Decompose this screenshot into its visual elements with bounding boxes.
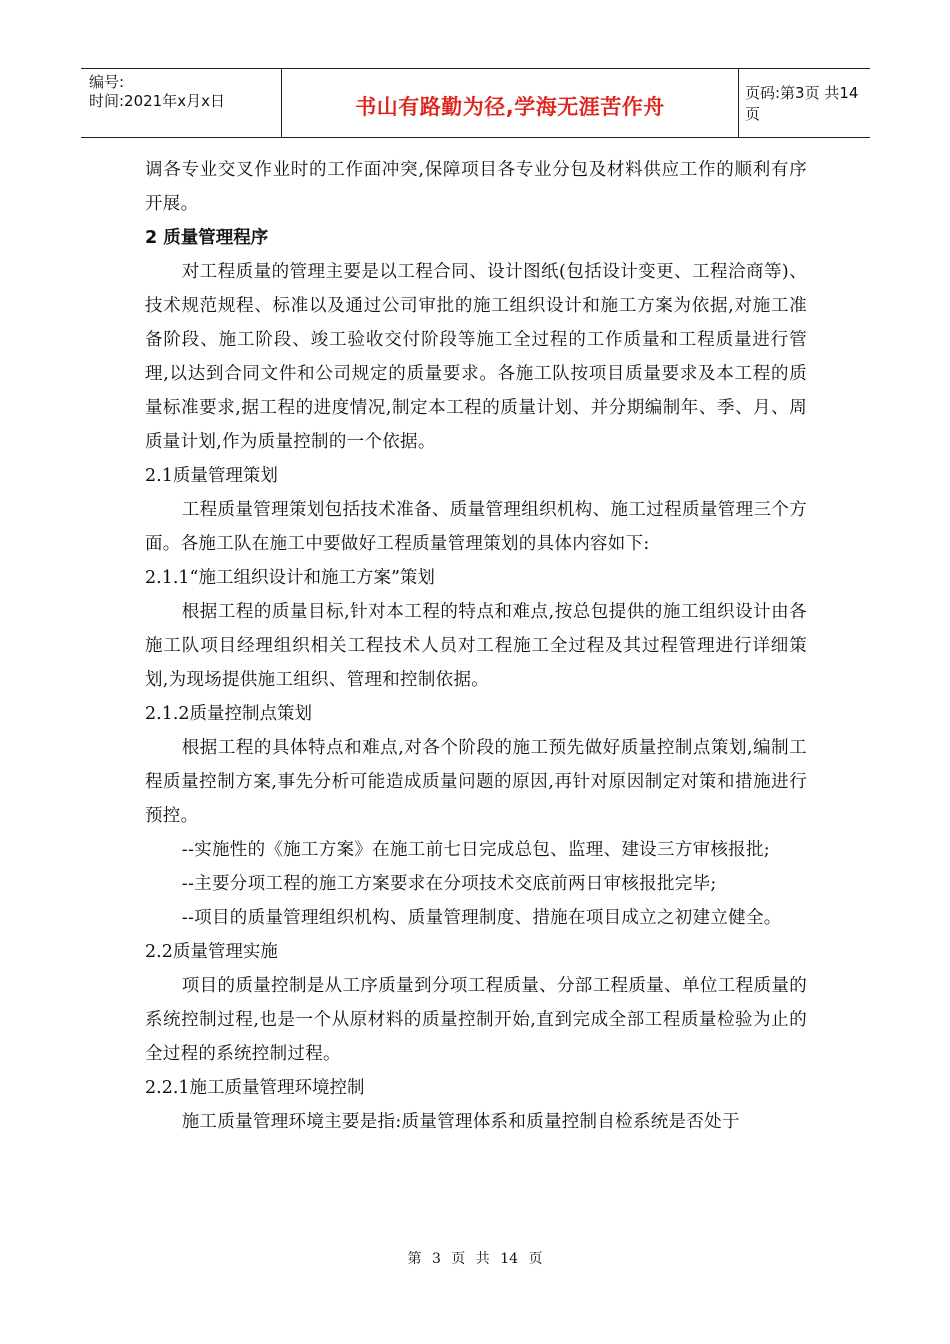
paragraph: 调各专业交叉作业时的工作面冲突,保障项目各专业分包及材料供应工作的顺利有序开展。 [145,160,807,214]
header-table [81,68,870,138]
page-info: 页码:第3页 共14页 [745,84,859,123]
paragraph: 项目的质量控制是从工序质量到分项工程质量、分部工程质量、单位工程质量的系统控制过程,也是一个从原材料的质量控制开始,直到完成全部工程质量检验为止的全过程的系统控制过程。 [145,976,807,1064]
motto: 书山有路勤为径,学海无涯苦作舟 [355,95,665,119]
paragraph: 工程质量管理策划包括技术准备、质量管理组织机构、施工过程质量管理三个方面。各施工队在施工中要做好工程质量管理策划的具体内容如下: [145,500,807,554]
number-label: 编号: [89,73,125,91]
document-body [145,153,807,1139]
paragraph: 施工质量管理环境主要是指:质量管理体系和质量控制自检系统是否处于 [181,1112,740,1132]
paragraph: 对工程质量的管理主要是以工程合同、设计图纸(包括设计变更、工程洽商等)、技术规范规程、标准以及通过公司审批的施工组织设计和施工方案为依据,对施工准备阶段、施工阶段、竣工验收交付阶段等施工全过程的工作质量和工程质量进行管理,以达到合同文件和公司规定的质量要求。各施工队按项目质量要求及本工程的质量标准要求,据工程的进度情况,制定本工程的质量计划、并分期编制年、季、月、周质量计划,作为质量控制的一个依据。 [145,262,807,452]
list-item: --项目的质量管理组织机构、质量管理制度、措施在项目成立之初建立健全。 [181,908,782,928]
paragraph: 根据工程的具体特点和难点,对各个阶段的施工预先做好质量控制点策划,编制工程质量控制方案,事先分析可能造成质量问题的原因,再针对原因制定对策和措施进行预控。 [145,738,807,826]
subsection-heading: 2.2质量管理实施 [145,942,278,962]
paragraph: 根据工程的质量目标,针对本工程的特点和难点,按总包提供的施工组织设计由各施工队项目经理组织相关工程技术人员对工程施工全过程及其过程管理进行详细策划,为现场提供施工组织、管理和控制依据。 [145,602,807,690]
section-heading: 2 质量管理程序 [145,228,269,248]
subsection-heading: 2.1.1“施工组织设计和施工方案”策划 [145,568,435,588]
header-page-cell [739,69,870,137]
list-item: --主要分项工程的施工方案要求在分项技术交底前两日审核报批完毕; [181,874,717,894]
subsection-heading: 2.1.2质量控制点策划 [145,704,313,724]
header-meta-cell [81,69,282,137]
list-item: --实施性的《施工方案》在施工前七日完成总包、监理、建设三方审核报批; [181,840,770,860]
page-footer: 第 3 页 共 14 页 [407,1251,543,1267]
subsection-heading: 2.1质量管理策划 [145,466,278,486]
header-motto-cell [282,69,739,137]
subsection-heading: 2.2.1施工质量管理环境控制 [145,1078,365,1098]
time-label: 时间:2021年x月x日 [89,92,225,110]
